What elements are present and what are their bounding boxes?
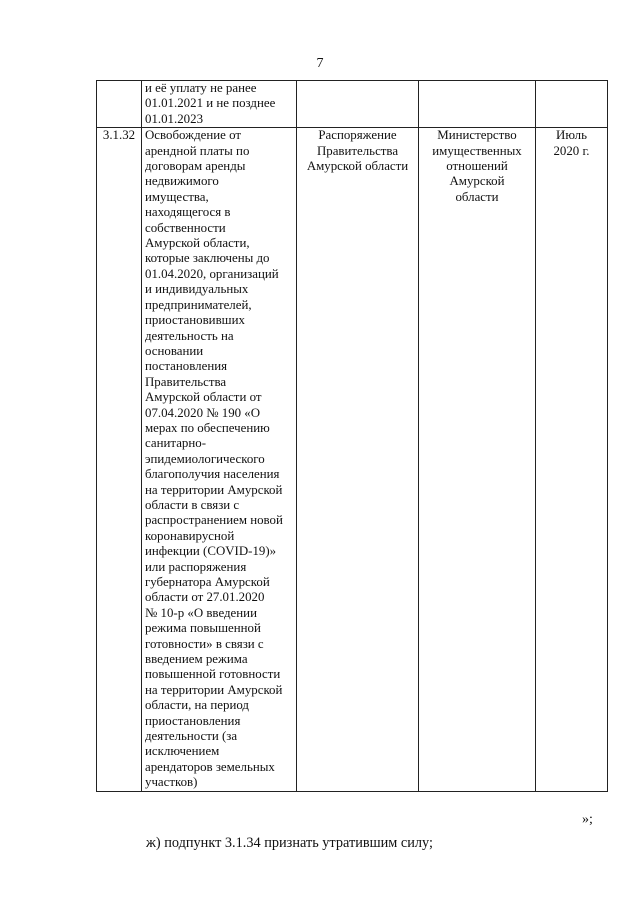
cell-document-empty [297, 81, 419, 128]
page-number: 7 [316, 56, 324, 71]
responsible-line: области [455, 189, 499, 204]
cell-item-number: 3.1.32 [97, 128, 142, 791]
document-line: Правительства [316, 143, 399, 158]
responsible-line: имущественных [432, 143, 522, 158]
cell-responsible-empty [419, 81, 536, 128]
description-line: предпринимателей, [145, 297, 252, 312]
description-line: коронавирусной [145, 528, 235, 543]
description-line: деятельности (за [145, 729, 238, 744]
description-line: 01.01.2021 и не позднее [145, 96, 276, 111]
responsible-line: отношений [446, 159, 508, 174]
description-line: введением режима [145, 652, 248, 667]
measures-table [96, 80, 608, 792]
description-line: инфекции (COVID-19)» [145, 544, 277, 559]
description-line: исключением [145, 744, 220, 759]
cell-responsible [419, 128, 536, 791]
description-line: санитарно- [145, 436, 206, 451]
description-line: готовности» в связи с [145, 636, 264, 651]
description-line: на территории Амурской [145, 482, 283, 497]
description-line: на территории Амурской [145, 682, 283, 697]
description-line: Освобождение от [145, 128, 241, 143]
document-line: Распоряжение [318, 128, 397, 143]
cell-deadline [536, 128, 608, 791]
description-line: 01.01.2023 [145, 111, 204, 126]
description-line: постановления [145, 359, 228, 374]
cell-description [142, 128, 297, 791]
description-line: и индивидуальных [145, 282, 249, 297]
description-line: приостановления [145, 713, 241, 728]
description-line: области, на период [145, 698, 249, 713]
description-line: 01.04.2020, организаций [145, 266, 279, 281]
responsible-line: Министерство [437, 128, 517, 143]
description-line: основании [145, 343, 204, 358]
description-line: области в связи с [145, 497, 240, 512]
description-line: имущества, [145, 189, 209, 204]
description-line: мерах по обеспечению [145, 420, 270, 435]
description-line: деятельность на [145, 328, 234, 343]
closing-quote: »; [582, 812, 593, 827]
description-line: № 10-р «О введении [145, 605, 257, 620]
description-line: Амурской области от [145, 390, 262, 405]
description-line: области от 27.01.2020 [145, 590, 265, 605]
cell-number-empty [97, 81, 142, 128]
description-line: приостановивших [145, 313, 245, 328]
document-line: Амурской области [306, 159, 409, 174]
description-line: собственности [145, 220, 226, 235]
table-row-3-1-32 [97, 128, 608, 791]
table-row-continuation [97, 81, 608, 128]
cell-deadline-empty [536, 81, 608, 128]
description-line: Правительства [145, 374, 227, 389]
description-line: арендаторов земельных [145, 759, 275, 774]
description-line: губернатора Амурской [145, 575, 270, 589]
deadline-line: 2020 г. [553, 143, 590, 158]
description-line: арендной платы по [145, 143, 250, 158]
description-line: благополучия населения [145, 467, 280, 482]
responsible-line: Амурской [449, 174, 505, 189]
description-line: недвижимого [145, 174, 219, 189]
description-line: находящегося в [145, 205, 231, 220]
amendment-paragraph: ж) подпункт 3.1.34 признать утратившим силу; [146, 835, 433, 851]
description-line: договорам аренды [145, 159, 246, 174]
description-line: и её уплату не ранее [145, 81, 257, 95]
deadline-line: Июль [556, 128, 587, 143]
description-line: которые заключены до [145, 251, 270, 266]
description-line: распространением новой [145, 513, 283, 528]
cell-document [297, 128, 419, 791]
description-line: или распоряжения [145, 559, 247, 574]
description-line: эпидемиологического [145, 451, 265, 466]
cell-description-continuation [142, 81, 297, 128]
description-line: повышенной готовности [145, 667, 281, 682]
description-line: Амурской области, [145, 236, 250, 251]
description-line: 07.04.2020 № 190 «О [145, 405, 261, 420]
description-line: режима повышенной [145, 621, 261, 636]
description-line: участков) [145, 775, 198, 790]
